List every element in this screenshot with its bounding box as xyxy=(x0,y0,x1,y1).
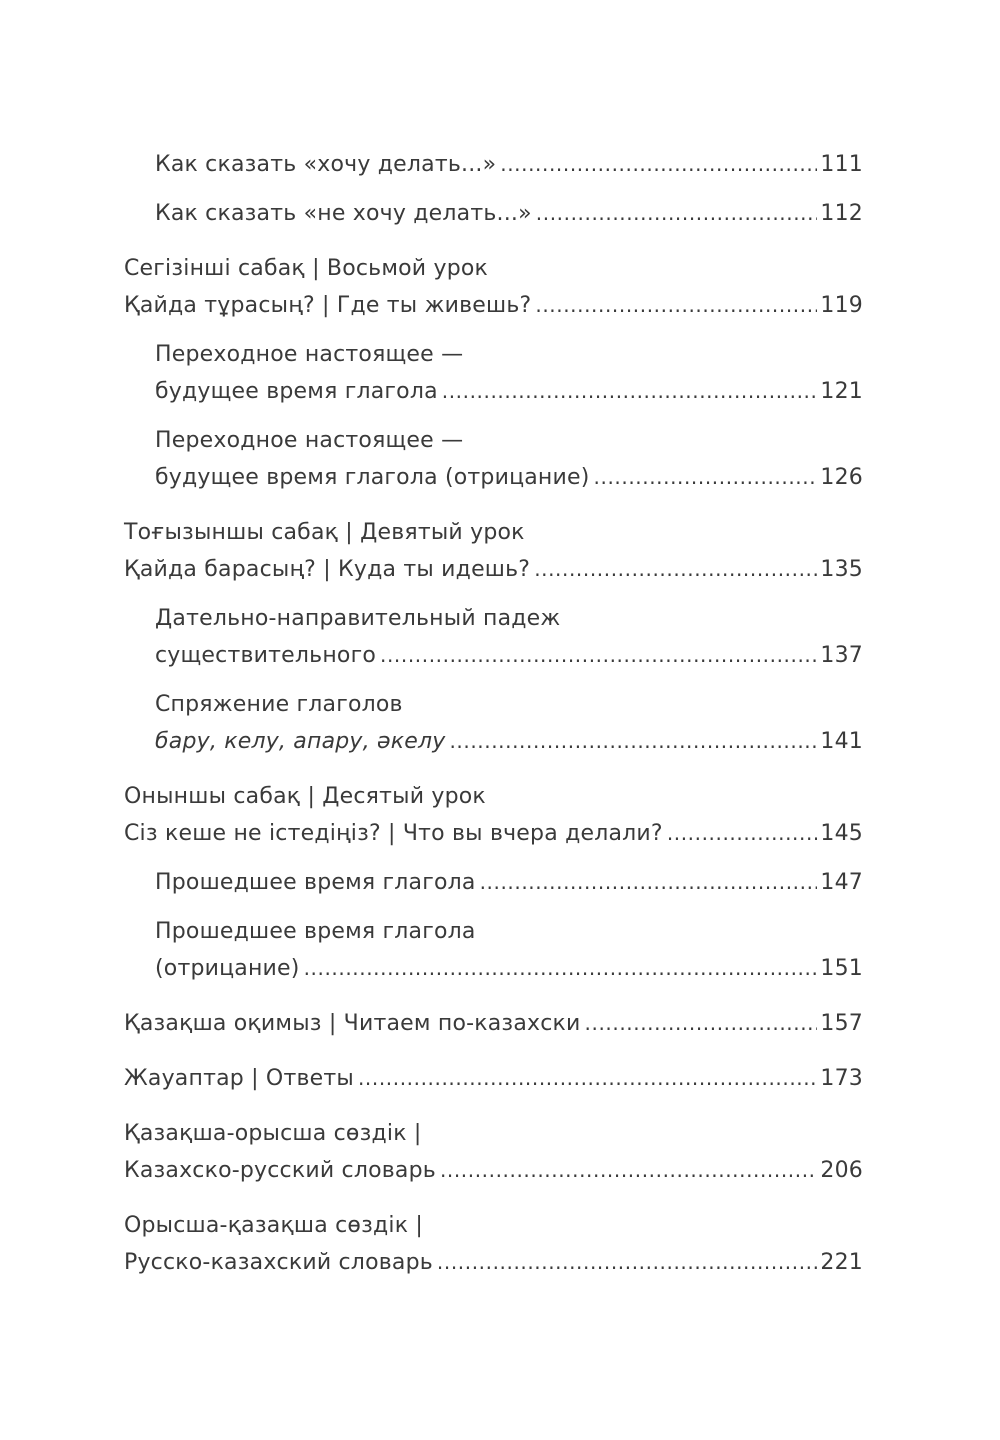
toc-entry[interactable] xyxy=(124,1005,863,1042)
entry-title-line: Спряжение глаголов xyxy=(155,692,403,717)
dot-leader xyxy=(585,1005,818,1042)
page-number: 145 xyxy=(820,821,863,846)
dot-leader xyxy=(594,459,818,496)
page-number: 121 xyxy=(820,379,863,404)
entry-title-line: Қазақша-орысша сөздік | xyxy=(124,1121,422,1146)
entry-title: Қайда тұрасың? | Где ты живешь? xyxy=(124,293,532,318)
entry-title: существительного xyxy=(155,643,376,668)
toc-entry[interactable] xyxy=(124,637,863,674)
toc-entry[interactable] xyxy=(124,1244,863,1281)
lesson-heading: Сегізінші сабақ | Восьмой урок xyxy=(124,256,489,281)
toc-entry[interactable] xyxy=(124,551,863,588)
entry-title: Прошедшее время глагола xyxy=(155,870,476,895)
toc-entry[interactable] xyxy=(124,146,863,183)
page-number: 135 xyxy=(820,557,863,582)
toc-entry[interactable] xyxy=(124,195,863,232)
entry-title-line: Дательно-направительный падеж xyxy=(155,606,561,631)
dot-leader xyxy=(667,815,818,852)
entry-title: Қайда барасың? | Куда ты идешь? xyxy=(124,557,531,582)
dot-leader xyxy=(449,723,817,760)
toc-entry[interactable] xyxy=(124,459,863,496)
toc-entry[interactable] xyxy=(124,723,863,760)
toc-entry[interactable] xyxy=(124,373,863,410)
entry-title: Жауаптар | Ответы xyxy=(124,1066,354,1091)
dot-leader xyxy=(304,950,818,987)
dot-leader xyxy=(536,195,818,232)
page-number: 111 xyxy=(820,152,863,177)
table-of-contents xyxy=(124,146,863,1281)
dot-leader xyxy=(535,287,817,324)
entry-title-line: Переходное настоящее — xyxy=(155,342,464,367)
page-number: 137 xyxy=(820,643,863,668)
toc-entry[interactable] xyxy=(124,287,863,324)
entry-title-line: Переходное настоящее — xyxy=(155,428,464,453)
page-number: 147 xyxy=(820,870,863,895)
toc-entry[interactable] xyxy=(124,815,863,852)
entry-title: Как сказать «не хочу делать...» xyxy=(155,201,532,226)
entry-title-line: Прошедшее время глагола xyxy=(155,919,476,944)
page-number: 206 xyxy=(820,1158,863,1183)
dot-leader xyxy=(534,551,817,588)
page-number: 141 xyxy=(820,729,863,754)
page-number: 157 xyxy=(820,1011,863,1036)
lesson-heading: Тоғызыншы сабақ | Девятый урок xyxy=(124,520,525,545)
dot-leader xyxy=(437,1244,818,1281)
entry-title: Сіз кеше не істедіңіз? | Что вы вчера делали? xyxy=(124,821,663,846)
page-number: 151 xyxy=(820,956,863,981)
page-number: 173 xyxy=(820,1066,863,1091)
toc-entry[interactable] xyxy=(124,1152,863,1189)
dot-leader xyxy=(440,1152,817,1189)
entry-title: Русско-казахский словарь xyxy=(124,1250,433,1275)
dot-leader xyxy=(500,146,817,183)
page-number: 221 xyxy=(820,1250,863,1275)
lesson-heading: Оныншы сабақ | Десятый урок xyxy=(124,784,486,809)
dot-leader xyxy=(358,1060,817,1097)
entry-title: Как сказать «хочу делать...» xyxy=(155,152,497,177)
page-number: 126 xyxy=(820,465,863,490)
dot-leader xyxy=(480,864,818,901)
toc-entry[interactable] xyxy=(124,864,863,901)
dot-leader xyxy=(442,373,818,410)
entry-title: (отрицание) xyxy=(155,956,300,981)
toc-entry[interactable] xyxy=(124,950,863,987)
entry-title-line: Орысша-қазақша сөздік | xyxy=(124,1213,424,1238)
page-number: 112 xyxy=(820,201,863,226)
entry-title: будущее время глагола xyxy=(155,379,438,404)
entry-title: Казахско-русский словарь xyxy=(124,1158,436,1183)
entry-title: будущее время глагола (отрицание) xyxy=(155,465,590,490)
toc-entry[interactable] xyxy=(124,1060,863,1097)
dot-leader xyxy=(380,637,817,674)
entry-title: Қазақша оқимыз | Читаем по-казахски xyxy=(124,1011,581,1036)
entry-title: бару, келу, апару, әкелу xyxy=(155,729,446,754)
page-number: 119 xyxy=(820,293,863,318)
